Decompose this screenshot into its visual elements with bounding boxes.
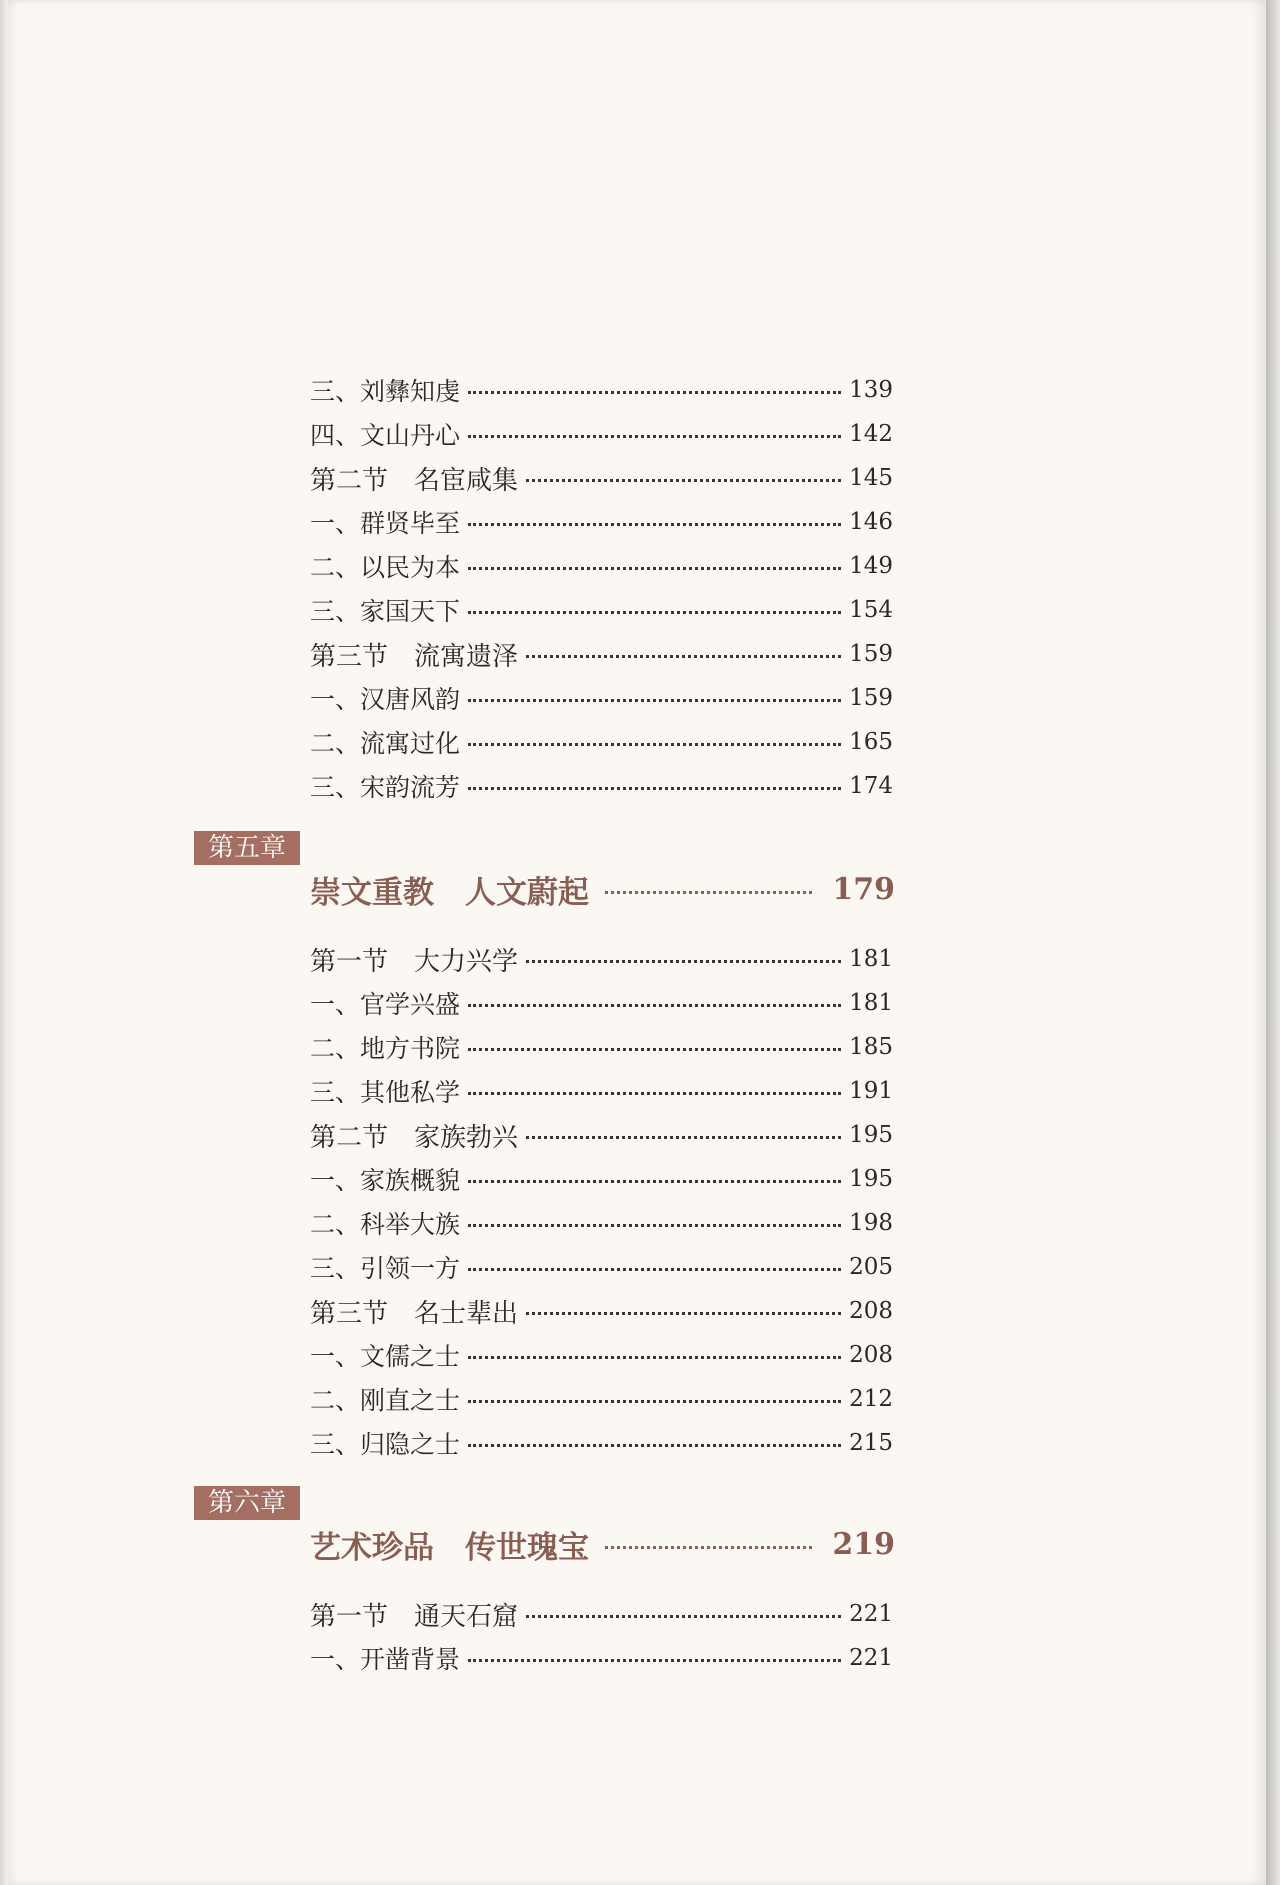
- toc-section[interactable]: [310, 637, 893, 671]
- leader-dots: [526, 1312, 841, 1315]
- toc-entry-page: 195: [849, 1122, 893, 1148]
- leader-dots: [605, 1546, 812, 1549]
- toc-entry[interactable]: [310, 769, 893, 803]
- toc-entry-page: 142: [849, 421, 893, 447]
- toc-entry-page: 159: [849, 685, 893, 711]
- toc-entry[interactable]: [310, 725, 893, 759]
- chapter-page: 219: [832, 1526, 895, 1562]
- toc-section-title: 第二节 家族勃兴: [310, 1122, 519, 1153]
- leader-dots: [468, 787, 841, 790]
- leader-dots: [526, 655, 841, 658]
- leader-dots: [468, 1180, 841, 1183]
- toc-section-title: 第三节 流寓遗泽: [310, 641, 519, 672]
- toc-entry[interactable]: [310, 1382, 893, 1416]
- chapter-tag-5: 第五章: [194, 831, 300, 865]
- toc-entry-title: 一、开凿背景: [310, 1645, 461, 1674]
- toc-section[interactable]: [310, 1118, 893, 1152]
- toc-entry-page: 212: [849, 1386, 893, 1412]
- toc-entry-page: 154: [849, 597, 893, 623]
- toc-entry-page: 221: [849, 1645, 893, 1671]
- toc-entry-title: 三、家国天下: [310, 597, 461, 626]
- leader-dots: [468, 1048, 841, 1051]
- toc-entry-title: 四、文山丹心: [310, 421, 461, 450]
- page-edge-right: [1266, 0, 1280, 1885]
- toc-entry[interactable]: [310, 1338, 893, 1372]
- toc-entry[interactable]: [310, 1250, 893, 1284]
- toc-entry[interactable]: [310, 1074, 893, 1108]
- toc-entry-title: 二、地方书院: [310, 1034, 461, 1063]
- toc-entry[interactable]: [310, 1426, 893, 1460]
- toc-entry-title: 二、流寓过化: [310, 729, 461, 758]
- leader-dots: [468, 1268, 841, 1271]
- leader-dots: [468, 1004, 841, 1007]
- toc-entry-title: 一、群贤毕至: [310, 509, 461, 538]
- toc-entry[interactable]: [310, 1162, 893, 1196]
- toc-entry-page: 149: [849, 553, 893, 579]
- toc-entry-page: 221: [849, 1601, 893, 1627]
- leader-dots: [468, 1356, 841, 1359]
- toc-entry[interactable]: [310, 505, 893, 539]
- leader-dots: [468, 1400, 841, 1403]
- leader-dots: [468, 743, 841, 746]
- toc-entry[interactable]: [310, 681, 893, 715]
- toc-section-title: 第一节 大力兴学: [310, 946, 519, 977]
- toc-entry-title: 一、官学兴盛: [310, 990, 461, 1019]
- toc-section[interactable]: [310, 1294, 893, 1328]
- toc-section[interactable]: [310, 461, 893, 495]
- leader-dots: [526, 479, 841, 482]
- leader-dots: [526, 1615, 841, 1618]
- toc-entry[interactable]: [310, 373, 893, 407]
- toc-section-title: 第二节 名宦咸集: [310, 465, 519, 496]
- page-edge-left: [0, 0, 8, 1885]
- toc-entry-title: 一、汉唐风韵: [310, 685, 461, 714]
- leader-dots: [468, 611, 841, 614]
- chapter-title: 艺术珍品 传世瑰宝: [310, 1529, 589, 1566]
- toc-section[interactable]: [310, 1597, 893, 1631]
- leader-dots: [468, 435, 841, 438]
- chapter-page: 179: [832, 871, 895, 907]
- toc-entry-page: 215: [849, 1430, 893, 1456]
- toc-entry-title: 三、归隐之士: [310, 1430, 461, 1459]
- toc-section-title: 第三节 名士辈出: [310, 1298, 519, 1329]
- leader-dots: [468, 1659, 841, 1662]
- toc-entry-page: 208: [849, 1342, 893, 1368]
- toc-entry-page: 159: [849, 641, 893, 667]
- leader-dots: [468, 567, 841, 570]
- toc-entry-title: 三、宋韵流芳: [310, 773, 461, 802]
- toc-entry-title: 二、以民为本: [310, 553, 461, 582]
- toc-entry-page: 208: [849, 1298, 893, 1324]
- toc-entry-title: 三、刘彝知虔: [310, 377, 461, 406]
- leader-dots: [468, 1224, 841, 1227]
- toc-entry-page: 165: [849, 729, 893, 755]
- toc-section[interactable]: [310, 942, 893, 976]
- leader-dots: [468, 391, 841, 394]
- toc-entry-page: 191: [849, 1078, 893, 1104]
- toc-entry-title: 一、文儒之士: [310, 1342, 461, 1371]
- leader-dots: [605, 891, 812, 894]
- toc-entry-title: 三、引领一方: [310, 1254, 461, 1283]
- toc-entry-page: 185: [849, 1034, 893, 1060]
- toc-entry[interactable]: [310, 417, 893, 451]
- toc-entry-page: 146: [849, 509, 893, 535]
- toc-entry-title: 一、家族概貌: [310, 1166, 461, 1195]
- toc-entry[interactable]: [310, 593, 893, 627]
- chapter-tag-6: 第六章: [194, 1486, 300, 1520]
- toc-entry-page: 205: [849, 1254, 893, 1280]
- toc-entry-page: 139: [849, 377, 893, 403]
- toc-entry[interactable]: [310, 1641, 893, 1675]
- leader-dots: [468, 523, 841, 526]
- toc-entry-title: 三、其他私学: [310, 1078, 461, 1107]
- leader-dots: [468, 1092, 841, 1095]
- toc-entry-page: 198: [849, 1210, 893, 1236]
- leader-dots: [526, 960, 841, 963]
- toc-entry-title: 二、刚直之士: [310, 1386, 461, 1415]
- toc-entry[interactable]: [310, 1206, 893, 1240]
- toc-entry-page: 145: [849, 465, 893, 491]
- toc-entry-page: 181: [849, 946, 893, 972]
- chapter-title: 崇文重教 人文蔚起: [310, 874, 589, 911]
- toc-entry[interactable]: [310, 1030, 893, 1064]
- toc-entry[interactable]: [310, 549, 893, 583]
- chapter-heading-5[interactable]: [310, 866, 895, 912]
- toc-entry-title: 二、科举大族: [310, 1210, 461, 1239]
- toc-section-title: 第一节 通天石窟: [310, 1601, 519, 1632]
- leader-dots: [468, 1444, 841, 1447]
- chapter-heading-6[interactable]: [310, 1521, 895, 1567]
- toc-entry-page: 181: [849, 990, 893, 1016]
- leader-dots: [526, 1136, 841, 1139]
- toc-entry[interactable]: [310, 986, 893, 1020]
- leader-dots: [468, 699, 841, 702]
- toc-entry-page: 174: [849, 773, 893, 799]
- toc-entry-page: 195: [849, 1166, 893, 1192]
